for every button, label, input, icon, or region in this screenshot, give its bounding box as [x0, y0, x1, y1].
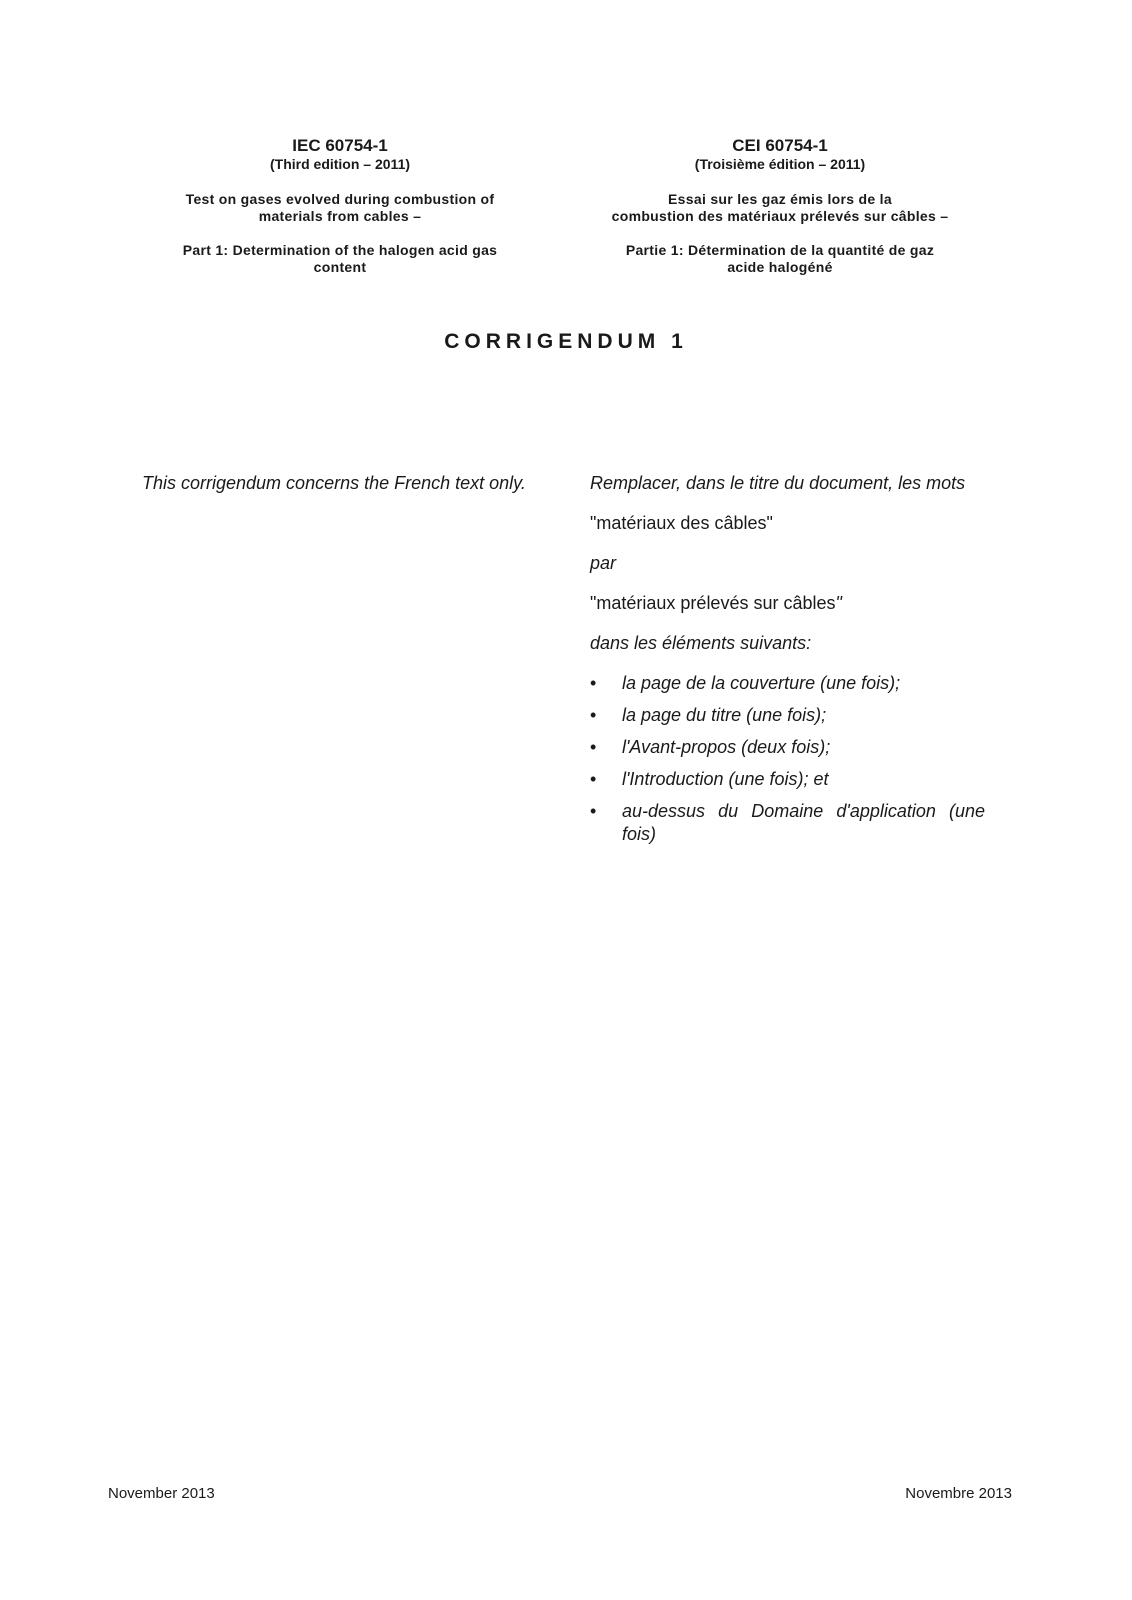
part-title-en-line2: content [313, 259, 367, 275]
list-item-text: au-dessus du Domaine d'application (une fois) [622, 801, 985, 844]
body-english [142, 472, 537, 495]
edition-en: (Third edition – 2011) [269, 156, 411, 172]
part-title-en [150, 242, 530, 276]
french-intro: Remplacer, dans le titre du document, les mots [590, 473, 966, 493]
par-word: par [590, 553, 617, 573]
part-title-fr [590, 242, 970, 276]
part-title-fr-line1: Partie 1: Détermination de la quantité de gaz [625, 242, 935, 258]
title-en [150, 191, 530, 225]
title-fr [590, 191, 970, 225]
bullet-icon: • [590, 673, 597, 693]
footer-date-en: November 2013 [108, 1485, 215, 1502]
bullet-icon: • [590, 769, 597, 789]
bullet-icon: • [590, 737, 597, 757]
edition-fr: (Troisième édition – 2011) [694, 156, 866, 172]
list-intro: dans les éléments suivants: [590, 633, 812, 653]
part-title-en-line1: Part 1: Determination of the halogen acid gas [182, 242, 498, 258]
elements-list [590, 672, 985, 846]
bullet-icon: • [590, 705, 597, 725]
body-french [590, 472, 985, 855]
header-french [590, 136, 970, 276]
new-words [590, 592, 985, 615]
new-words-text: "matériaux prélevés sur câbles [590, 593, 836, 613]
title-en-line2: materials from cables – [258, 208, 422, 224]
list-item [590, 768, 985, 791]
list-item [590, 704, 985, 727]
old-words: "matériaux des câbles" [590, 513, 773, 533]
corrigendum-heading: CORRIGENDUM 1 [444, 330, 688, 353]
header-english [150, 136, 530, 276]
list-item [590, 800, 985, 846]
list-item [590, 672, 985, 695]
list-item-text: l'Avant-propos (deux fois); [622, 737, 831, 757]
list-item-text: la page du titre (une fois); [622, 705, 827, 725]
english-notice: This corrigendum concerns the French text only. [142, 473, 526, 493]
footer-date-fr: Novembre 2013 [905, 1485, 1012, 1502]
title-fr-line1: Essai sur les gaz émis lors de la [668, 191, 892, 207]
standard-number-en: IEC 60754-1 [292, 136, 388, 155]
list-item-text: la page de la couverture (une fois); [622, 673, 901, 693]
list-item [590, 736, 985, 759]
title-en-line1: Test on gases evolved during combustion of [185, 191, 495, 207]
title-fr-line2: combustion des matériaux prélevés sur câbles – [611, 208, 949, 224]
list-item-text: l'Introduction (une fois); et [622, 769, 829, 789]
standard-number-fr: CEI 60754-1 [732, 136, 828, 155]
part-title-fr-line2: acide halogéné [727, 259, 833, 275]
new-words-close-quote: " [835, 593, 842, 613]
bullet-icon: • [590, 801, 597, 821]
